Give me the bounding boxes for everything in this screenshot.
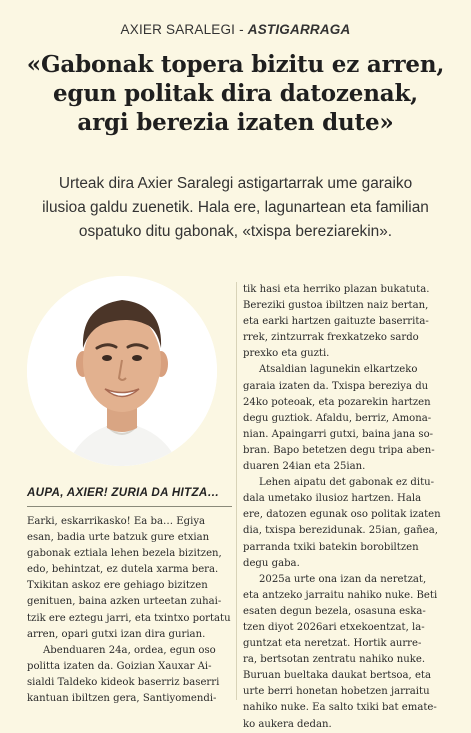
lede (18, 172, 453, 244)
body-line: politta izaten da. Goizian Xauxar Ai- (27, 660, 212, 672)
body-line: parranda txiki batekin borobiltzen (243, 541, 419, 553)
body-line: Abenduaren 24a, ordea, egun oso (43, 644, 216, 656)
byline-town: ASTIGARRAGA (247, 22, 351, 37)
body-line: tzik ere eztegu jarri, eta txintxo portatu (27, 612, 231, 624)
body-line: garaia izaten da. Txispa bereziya du (243, 380, 429, 392)
body-line: Lehen aipatu det gabonak ez ditu- (259, 477, 435, 489)
body-line: dala umetako ilusioz hartzen. Hala (243, 493, 422, 505)
headline-line: egun politak dira datozenak, (53, 80, 418, 107)
portrait-photo (27, 276, 217, 466)
headline-line: argi berezia izaten dute» (77, 109, 394, 136)
byline-author: AXIER SARALEGI (120, 22, 236, 37)
body-line: gabonak eztiala lehen bezela bizitzen, (27, 548, 222, 560)
caption-divider (27, 506, 232, 507)
lede-line: ilusioa galdu zuenetik. Hala ere, lagunartean eta familian (42, 199, 429, 216)
body-line: rrek, zintzurrak frexkatzeko sardo (243, 332, 419, 344)
body-line: nahiko nuke. Ea salto txiki bat emate- (243, 702, 437, 714)
body-line: 2025a urte ona izan da neretzat, (259, 573, 427, 585)
body-line: Bereziki gustoa ibiltzen naiz bertan, (243, 300, 429, 312)
caption: AUPA, AXIER! ZURIA DA HITZA… (27, 486, 220, 499)
body-column-2 (243, 282, 453, 733)
lede-line: ospatuko ditu gabonak, «txispa bereziarekin». (78, 223, 393, 240)
byline-separator: - (235, 22, 248, 37)
body-line: eta antzeko jarraitu nahiko nuke. Beti (243, 589, 438, 601)
body-line: arren, opari gutxi izan dira gurian. (27, 628, 206, 640)
byline (0, 22, 471, 37)
body-line: bran. Bapo betetzen degu tripa aben- (243, 444, 435, 456)
body-line: edo, behintzat, ez dutela xarma bera. (27, 564, 219, 576)
body-line: Atsaldian lagunekin elkartzeko (259, 364, 418, 376)
body-line: tik hasi eta herriko plazan bukatuta. (243, 284, 430, 295)
body-line: esaten degun bezela, osasuna eska- (243, 605, 426, 617)
body-line: Buruan bueltaka daukat bertsoa, eta (243, 670, 431, 682)
lede-line: Urteak dira Axier Saralegi astigartarrak ume garaiko (58, 175, 413, 192)
body-line: prexko eta guzti. (243, 348, 330, 360)
body-line: urte berri honetan hobetzen jarraitu (243, 686, 430, 698)
body-line: nian. Apaingarri gutxi, baina jana so- (243, 428, 434, 440)
body-line: tzen diyot 2026ari etxekoentzat, la- (243, 621, 425, 633)
body-line: 24ko poteoak, eta pozarekin hartzen (243, 396, 431, 408)
body-line: ere, datozen egunak oso politak izaten (243, 509, 441, 521)
body-line: Txikitan askoz ere gehiago bizitzen (27, 580, 208, 592)
column-divider (236, 282, 237, 700)
body-line: esan, badia urte batzuk gure etxian (27, 532, 210, 544)
body-line: degu guztiok. Afaldu, berriz, Amona- (243, 412, 432, 424)
body-line: ra, bertsotan zentratu nahiko nuke. (243, 654, 426, 666)
body-line: genituen, baina azken urteetan zuhai- (27, 596, 222, 608)
body-line: ko aukera dedan. (243, 718, 332, 730)
body-line: kantuan ibiltzen gera, Santiyomendi- (27, 693, 217, 705)
headline-line: «Gabonak topera bizitu ez arren, (26, 51, 445, 78)
body-column-1 (27, 514, 235, 707)
body-line: eta earki hartzen gaituzte baserrita- (243, 316, 429, 328)
body-line: degu gaba. (243, 557, 300, 569)
body-line: dia, txispa berezidunak. 25ian, gañea, (243, 525, 438, 537)
body-line: Earki, eskarrikasko! Ea ba… Egiya (27, 516, 206, 527)
headline (12, 50, 459, 137)
body-line: guntzat eta neretzat. Hortik aurre- (243, 638, 422, 650)
portrait-illustration (27, 276, 217, 466)
body-line: duaren 24ian eta 25ian. (243, 461, 366, 473)
body-line: sialdi Taldeko kideok baserriz baserri (27, 676, 220, 688)
